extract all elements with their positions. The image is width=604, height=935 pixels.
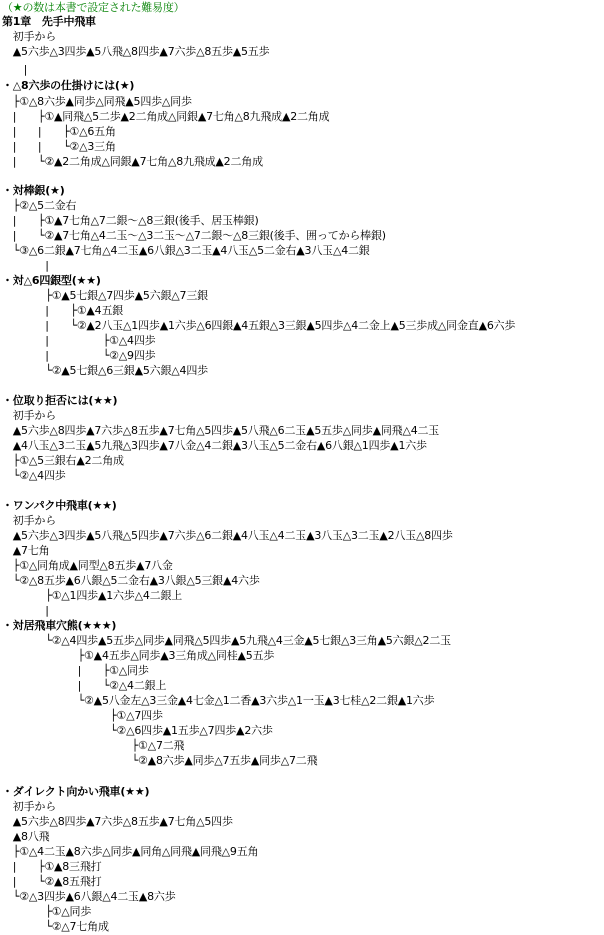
move-line: | | └②△3三角 — [2, 140, 116, 153]
tree-line: | — [2, 604, 49, 617]
difficulty-note: （★の数は本書で設定された難易度） — [2, 1, 185, 14]
text-line: 初手から — [2, 800, 56, 813]
move-line: ├①△5三銀右▲2二角成 — [2, 454, 124, 467]
move-line: | ├①△4四歩 — [2, 334, 156, 347]
section-heading: ・△8六歩の仕掛けには(★) — [2, 79, 135, 92]
move-line: | ├①▲7七角△7二銀～△8三銀(後手、居玉棒銀) — [2, 214, 259, 227]
move-line: ├①△同歩 — [2, 905, 92, 918]
move-line: ├①▲4五歩△同歩▲3三角成△同桂▲5五歩 — [2, 649, 275, 662]
section-heading: ・対△6四銀型(★★) — [2, 274, 101, 287]
move-line: └②△4四歩 — [2, 469, 66, 482]
move-line: | └②△4二銀上 — [2, 679, 167, 692]
section-heading: ・ワンパク中飛車(★★) — [2, 499, 117, 512]
section-heading: ・対居飛車穴熊(★★★) — [2, 619, 117, 632]
move-line: └②▲5八金左△3三金▲4七金△1二香▲3六歩△1一玉▲3七桂△2二銀▲1六歩 — [2, 694, 435, 707]
section-heading: ・ダイレクト向かい飛車(★★) — [2, 785, 150, 798]
section-heading: ・位取り拒否には(★★) — [2, 394, 118, 407]
chapter-title: 第1章 先手中飛車 — [2, 15, 96, 28]
move-line: └②△4四歩▲5五歩△同歩▲同飛△5四歩▲5九飛△4三金▲5七銀△3三角▲5六銀△2二玉 — [2, 634, 451, 647]
move-line: ▲5六歩△8四歩▲7六歩△8五歩▲7七角△5四歩▲5八飛△6二玉▲5五歩△同歩▲同飛△4二玉 — [2, 424, 440, 437]
move-line: ▲4八玉△3二玉▲5九飛△3四歩▲7八金△4二銀▲3八玉△5二金右▲6八銀△1四歩▲1六歩 — [2, 439, 427, 452]
move-line: | ├①△同歩 — [2, 664, 149, 677]
move-line: └②▲5七銀△6三銀▲5六銀△4四歩 — [2, 364, 208, 377]
move-line: ├①△8六歩▲同歩△同飛▲5四歩△同歩 — [2, 95, 192, 108]
move-line: └②▲8六歩▲同歩△7五歩▲同歩△7二飛 — [2, 754, 318, 767]
move-line: ├①▲5七銀△7四歩▲5六銀△7三銀 — [2, 289, 208, 302]
move-line: └③△6二銀▲7七角△4二玉▲6八銀△3二玉▲4八玉△5二金右▲3八玉△4二銀 — [2, 244, 370, 257]
move-line: | ├①▲8三飛打 — [2, 860, 102, 873]
move-line: └②△7七角成 — [2, 920, 109, 933]
tree-line: | — [2, 63, 28, 76]
move-line: | └②▲8五飛打 — [2, 875, 102, 888]
move-line: ├②△5二金右 — [2, 199, 77, 212]
move-line: ▲7七角 — [2, 544, 50, 557]
section-heading: ・対棒銀(★) — [2, 184, 65, 197]
move-line: | └②▲2八玉△1四歩▲1六歩△6四銀▲4五銀△3三銀▲5四歩△4二金上▲5三歩成△同金直▲6六歩 — [2, 319, 516, 332]
move-line: | | ├①△6五角 — [2, 125, 116, 138]
tree-line: | — [2, 259, 49, 272]
move-line: ├①△1四歩▲1六歩△4二銀上 — [2, 589, 183, 602]
move-line: | └②▲2二角成△同銀▲7七角△8九飛成▲2二角成 — [2, 155, 263, 168]
move-line: | ├①▲同飛△5二歩▲2二角成△同銀▲7七角△8九飛成▲2二角成 — [2, 110, 330, 123]
move-line: └②△6四歩▲1五歩△7四歩▲2六歩 — [2, 724, 273, 737]
move-line: └②△3四歩▲6八銀△4二玉▲8六歩 — [2, 890, 176, 903]
move-line: ▲5六歩△3四歩▲5八飛△8四歩▲7六歩△8五歩▲5五歩 — [2, 45, 270, 58]
move-line: ▲8八飛 — [2, 830, 50, 843]
move-line: └②△8五歩▲6八銀△5二金右▲3八銀△5三銀▲4六歩 — [2, 574, 260, 587]
move-line: ├①△7二飛 — [2, 739, 185, 752]
move-line: ├①△4二玉▲8六歩△同歩▲同角△同飛▲同飛△9五角 — [2, 845, 259, 858]
move-line: | └②△9四歩 — [2, 349, 156, 362]
move-line: ▲5六歩△8四歩▲7六歩△8五歩▲7七角△5四歩 — [2, 815, 233, 828]
move-line: ├①△7四歩 — [2, 709, 163, 722]
move-line: ├①△同角成▲同型△8五歩▲7八金 — [2, 559, 173, 572]
text-line: 初手から — [2, 30, 56, 43]
move-line: | ├①▲4五銀 — [2, 304, 124, 317]
move-line: | └②▲7七角△4二玉～△3二玉～△7二銀～△8三銀(後手、囲ってから棒銀) — [2, 229, 386, 242]
move-line: ▲5六歩△3四歩▲5八飛△5四歩▲7六歩△6二銀▲4八玉△4二玉▲3八玉△3二玉▲2八玉△8四歩 — [2, 529, 453, 542]
text-line: 初手から — [2, 409, 56, 422]
text-line: 初手から — [2, 514, 56, 527]
